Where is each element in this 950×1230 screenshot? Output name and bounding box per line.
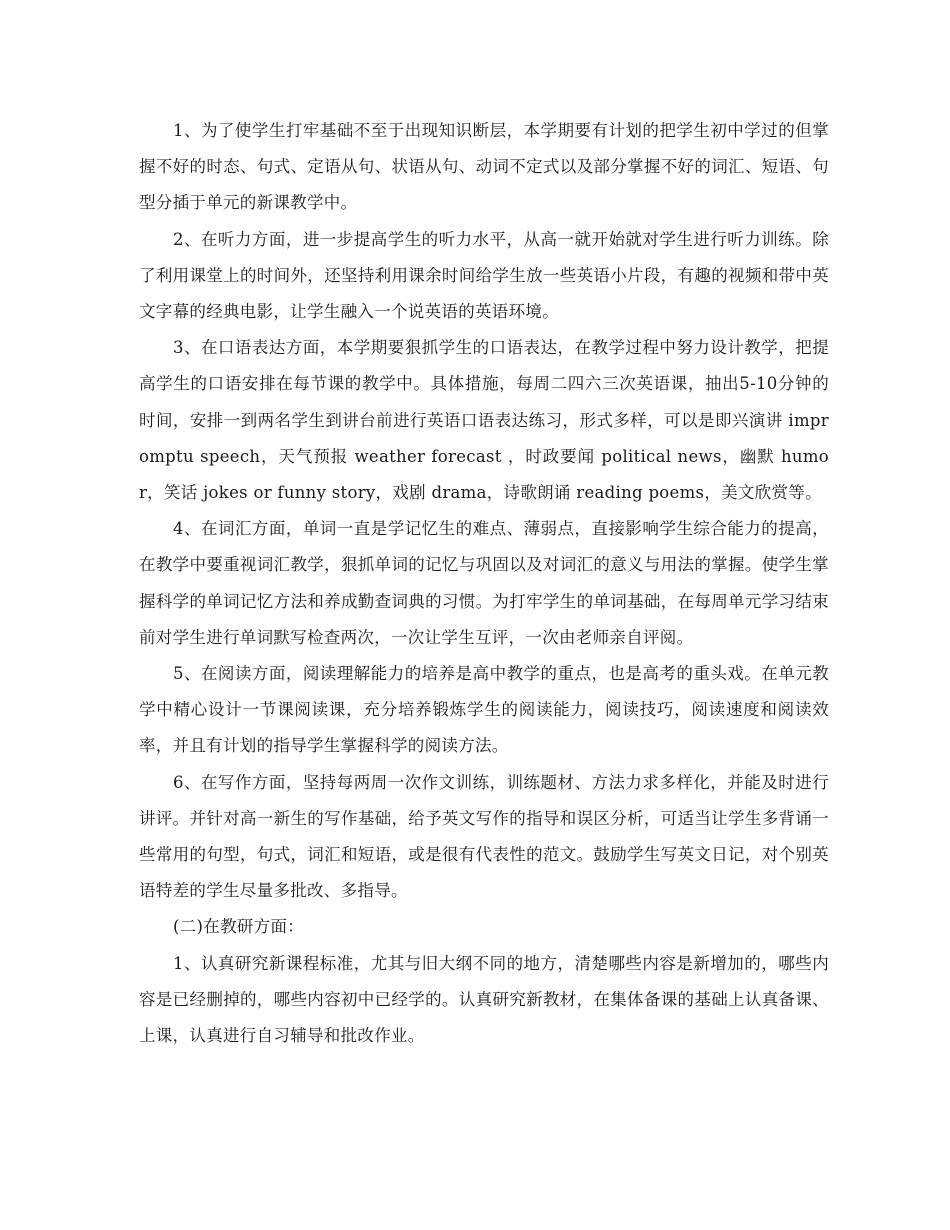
paragraph-vocabulary: 4、在词汇方面，单词一直是学记忆生的难点、薄弱点，直接影响学生综合能力的提高，在教学中要重视词汇教学，狠抓单词的记忆与巩固以及对词汇的意义与用法的掌握。使学生掌握科学的单词记忆方法和养成勤查词典的习惯。为打牢学生的单词基础，在每周单元学习结束前对学生进行单词默写检查两次，一次让学生互评，一次由老师亲自评阅。: [139, 519, 829, 647]
paragraph-grammar-review: 1、为了使学生打牢基础不至于出现知识断层，本学期要有计划的把学生初中学过的但掌握不好的时态、句式、定语从句、状语从句、动词不定式以及部分掌握不好的词汇、短语、句型分插于单元的新课教学中。: [139, 121, 829, 213]
paragraph-listening: 2、在听力方面，进一步提高学生的听力水平，从高一就开始就对学生进行听力训练。除了利用课堂上的时间外，还坚持利用课余时间给学生放一些英语小片段，有趣的视频和带中英文字幕的经典电影，让学生融入一个说英语的英语环境。: [139, 229, 829, 322]
section-heading-research: (二)在教研方面：: [173, 917, 305, 937]
paragraph-writing: 6、在写作方面，坚持每两周一次作文训练，训练题材、方法力求多样化，并能及时进行讲评。并针对高一新生的写作基础，给予英文写作的指导和误区分析，可适当让学生多背诵一些常用的句型，句式，词汇和短语，或是很有代表性的范文。鼓励学生写英文日记，对个别英语特差的学生尽量多批改、多指导。: [139, 772, 829, 901]
document-body: [139, 113, 829, 1054]
paragraph-curriculum-study: 1、认真研究新课程标准，尤其与旧大纲不同的地方，清楚哪些内容是新增加的，哪些内容是已经删掉的，哪些内容初中已经学的。认真研究新教材，在集体备课的基础上认真备课、上课，认真进行自习辅导和批改作业。: [139, 953, 829, 1046]
paragraph-speaking: 3、在口语表达方面，本学期要狠抓学生的口语表达，在教学过程中努力设计教学，把提高学生的口语安排在每节课的教学中。具体措施，每周二四六三次英语课，抽出5-10分钟的时间，安排一到两名学生到讲台前进行英语口语表达练习，形式多样，可以是即兴演讲 impromptu speech，天气预报 weather forecast ，时政要闻 political news，幽默 humor，笑话 jokes or funny story，戏剧 drama，诗歌朗诵 reading poems，美文欣赏等。: [139, 338, 829, 503]
paragraph-reading: 5、在阅读方面，阅读理解能力的培养是高中教学的重点，也是高考的重头戏。在单元教学中精心设计一节课阅读课，充分培养锻炼学生的阅读能力，阅读技巧，阅读速度和阅读效率，并且有计划的指导学生掌握科学的阅读方法。: [139, 664, 829, 756]
